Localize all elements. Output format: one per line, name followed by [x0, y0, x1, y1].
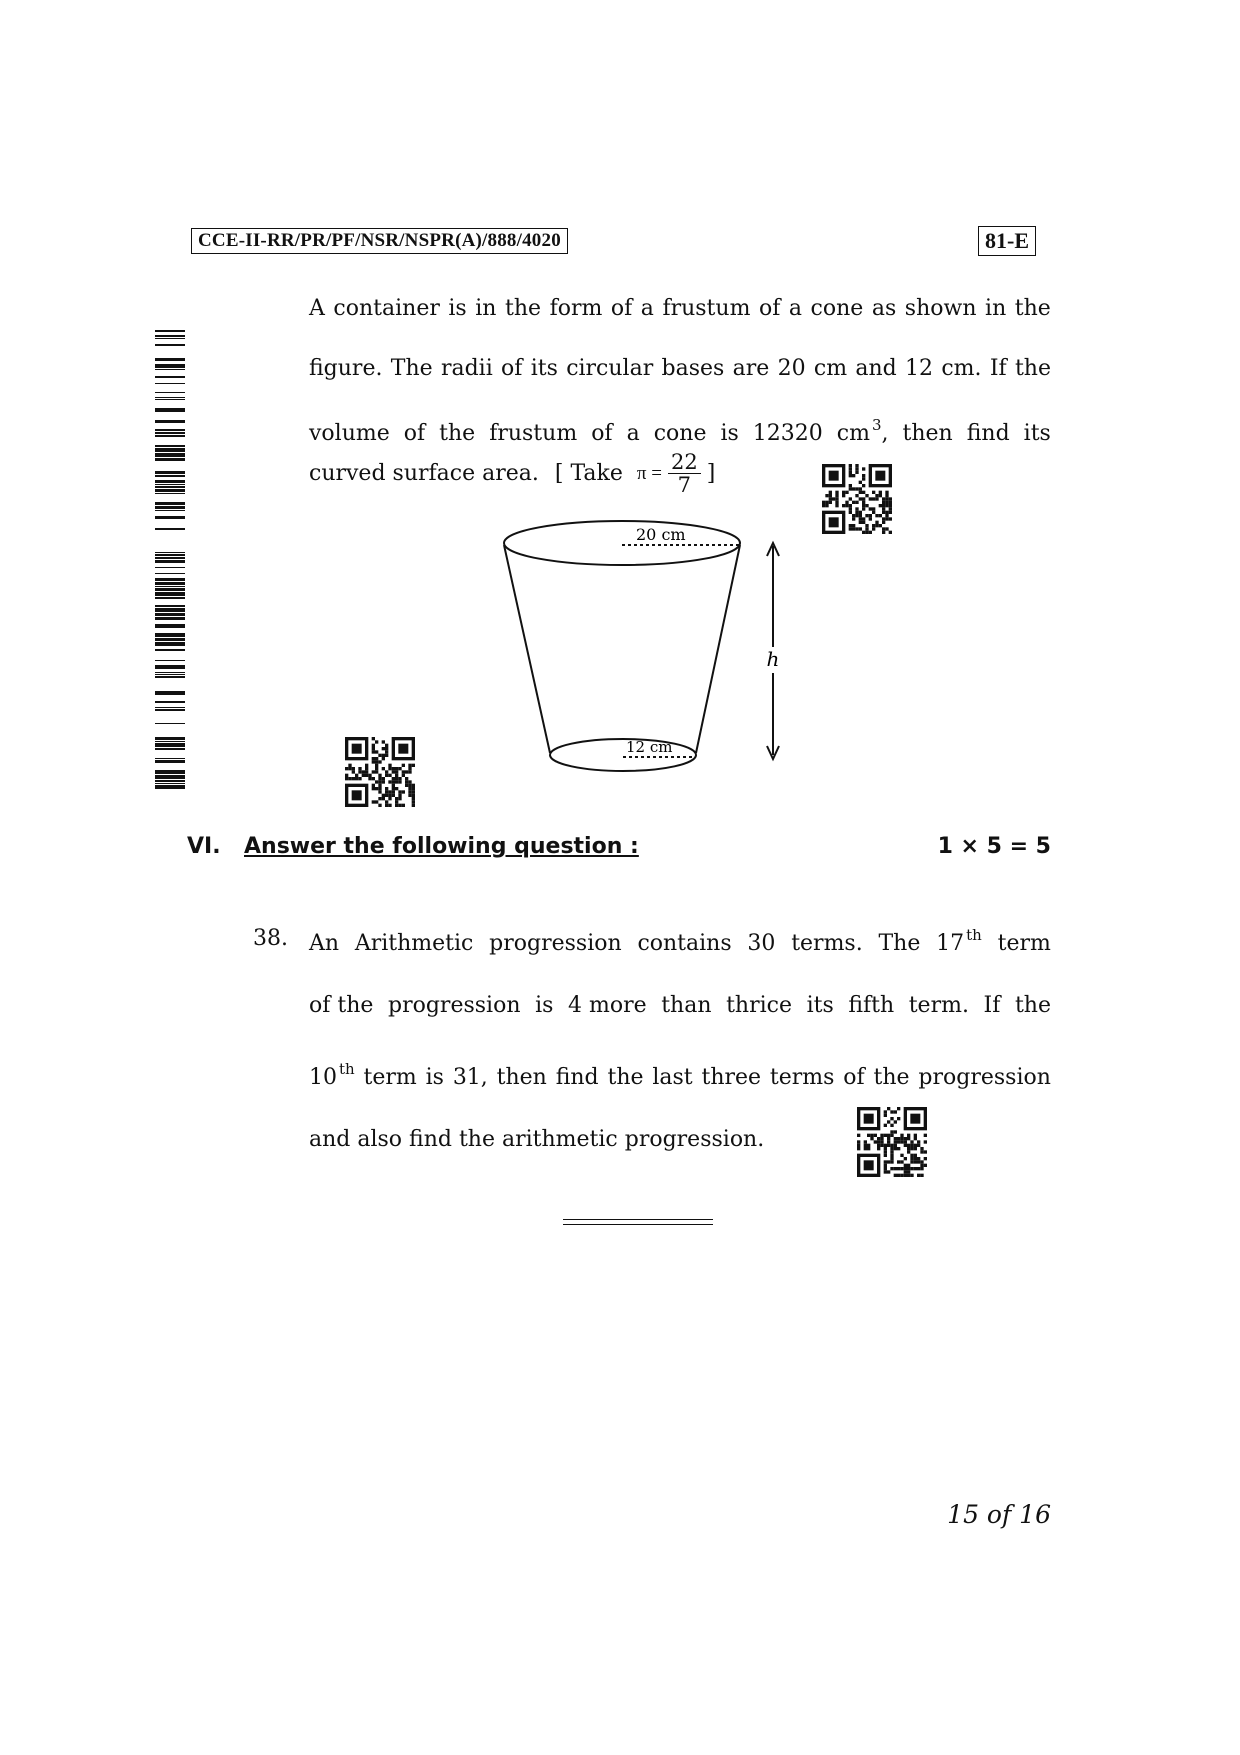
word: then [496, 1065, 547, 1090]
word: frustum [662, 296, 751, 321]
end-of-section-rule [563, 1219, 713, 1225]
word: terms. [791, 931, 863, 956]
word: the [873, 1065, 910, 1090]
word: term [363, 1065, 417, 1090]
word: the [1014, 356, 1051, 381]
word: the [607, 1065, 644, 1090]
ordinal-10: 10 $^{th}$ [309, 1060, 355, 1090]
take-open: [ Take [554, 461, 623, 487]
barcode [155, 330, 185, 792]
bottom-radius-label: 12 cm [626, 738, 673, 756]
word: is [425, 1065, 444, 1090]
word: Arithmetic [354, 931, 474, 956]
pi-fraction [668, 451, 701, 496]
word: a [788, 296, 803, 321]
word: find [966, 421, 1010, 446]
word: of [758, 296, 781, 321]
word: in [985, 296, 1007, 321]
word: If [983, 993, 1001, 1018]
word: 31, [452, 1065, 488, 1090]
word: term. [908, 993, 969, 1018]
word: and [855, 356, 897, 381]
word: of [591, 421, 613, 446]
word: 20 [777, 356, 806, 381]
word: is [720, 421, 739, 446]
word: cone [810, 296, 864, 321]
word: of [843, 1065, 865, 1090]
word: 12320 [752, 421, 823, 446]
word: are [732, 356, 770, 381]
paper-code: CCE-II-RR/PR/PF/NSR/NSPR(A)/888/4020 [191, 228, 568, 254]
volume-unit: cm $^3$, [836, 416, 889, 446]
word: frustum [489, 421, 578, 446]
q38-line-4: and also find the arithmetic progression. [309, 1127, 765, 1152]
frustum-left-side [504, 545, 550, 753]
word: in [475, 296, 497, 321]
word: as [871, 296, 897, 321]
word: a [626, 421, 640, 446]
frustum-right-side [696, 545, 740, 753]
q37-line-4-text: curved surface area. [309, 461, 539, 487]
pi-symbol: π = [636, 462, 662, 484]
word: contains [637, 931, 732, 956]
word: form [549, 296, 603, 321]
q37-line-3 [309, 416, 1051, 446]
frustum-top-ellipse [504, 521, 740, 565]
qr-code-icon [345, 737, 415, 807]
word: terms [769, 1065, 835, 1090]
q38-line-2 [309, 993, 1051, 1018]
word: bases [661, 356, 725, 381]
word: The [878, 931, 921, 956]
height-label: h [766, 647, 780, 671]
word: fifth [848, 993, 895, 1018]
word: figure. [309, 356, 383, 381]
word: progression [388, 993, 521, 1018]
q37-line-1 [309, 296, 1051, 321]
page-number: 15 of 16 [947, 1500, 1051, 1529]
word: last [652, 1065, 693, 1090]
question-number: 38. [253, 926, 288, 951]
word: 30 [747, 931, 776, 956]
frustum-figure [490, 515, 790, 775]
fraction-numerator: 22 [668, 451, 701, 474]
word: 4 more [567, 993, 647, 1018]
word: of the [309, 993, 374, 1018]
word: radii [440, 356, 493, 381]
word: of [610, 296, 633, 321]
q38-line-3 [309, 1060, 1051, 1090]
word: progression [489, 931, 622, 956]
ordinal-17: 17 $^{th}$ [936, 926, 982, 956]
word: A [309, 296, 325, 321]
section-number: VI. [187, 834, 221, 859]
word: then [902, 421, 953, 446]
section-marks: 1 × 5 = 5 [937, 834, 1051, 859]
word: thrice [726, 993, 792, 1018]
word: is [448, 296, 467, 321]
take-close: ] [706, 461, 716, 487]
word: circular [566, 356, 654, 381]
word: find [555, 1065, 599, 1090]
frustum-bottom-ellipse [550, 739, 696, 771]
word: a [640, 296, 654, 321]
section-header [187, 834, 1051, 859]
top-radius-label: 20 cm [636, 525, 686, 544]
word: than [661, 993, 712, 1018]
word: the [1014, 993, 1051, 1018]
word: three [701, 1065, 762, 1090]
paper-number: 81-E [978, 226, 1036, 256]
word: its [1023, 421, 1051, 446]
q37-line-4 [309, 451, 1051, 496]
volume-exponent: 3 [871, 416, 882, 434]
word: its [806, 993, 834, 1018]
word: the [1014, 296, 1051, 321]
word: its [530, 356, 558, 381]
q38-term-word: term [997, 931, 1051, 956]
word: 12 [905, 356, 934, 381]
word: The [390, 356, 433, 381]
word: the [505, 296, 542, 321]
word: progression [918, 1065, 1051, 1090]
word: the [439, 421, 476, 446]
q37-line-2 [309, 356, 1051, 381]
word: cm [813, 356, 848, 381]
word: of [501, 356, 523, 381]
qr-code-icon [822, 464, 892, 534]
word: An [309, 931, 340, 956]
fraction-denominator: 7 [677, 473, 691, 498]
q38-line-1 [309, 926, 1051, 956]
word: If [989, 356, 1007, 381]
word: shown [904, 296, 977, 321]
word: of [403, 421, 426, 446]
word: is [535, 993, 554, 1018]
word: cone [653, 421, 707, 446]
word: cm. [941, 356, 982, 381]
section-title: Answer the following question : [244, 834, 639, 859]
word: volume [309, 421, 390, 446]
word: container [333, 296, 440, 321]
